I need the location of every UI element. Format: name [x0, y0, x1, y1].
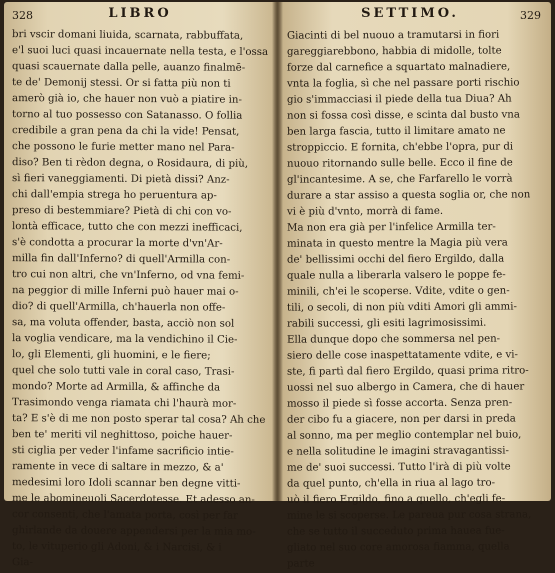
text-line: e nella solitudine le imagini stravagantissi-: [286, 445, 509, 458]
text-line: me le abomineuoli Sacerdotesse. Et adesso an-: [11, 493, 255, 506]
right-page-text: [287, 28, 543, 572]
text-line: lontà efficace, tutto che con mezzi inefficaci,: [11, 221, 243, 234]
text-line: preso di bestemmiare? Pietà di chi con vo-: [11, 205, 232, 218]
text-line: credibile a gran pena da chi la vide! Pensat,: [11, 125, 240, 138]
text-line: dio? di quell'Armilla, ch'hauerla non offe-: [11, 301, 226, 314]
text-line: rabili successi, gli esiti lagrimosissimi.: [286, 317, 487, 330]
text-line: ghirlande da douere appendersi per la mia mo-: [11, 525, 256, 538]
left-page: [4, 2, 276, 569]
text-line: che possono le furie metter mano nel Para-: [11, 141, 235, 154]
text-line: mine le si scoperse. Le pareua pur cosa strana,: [286, 509, 532, 522]
text-line: uossi nel suo albergo in Camera, che di hauer: [286, 381, 525, 394]
text-line: mosso il piede sì fosse accorta. Senza pren-: [286, 397, 513, 410]
text-line: na peggior di mille Inferni può hauer mai o-: [11, 285, 239, 298]
text-line: Trasimondo venga riamata chi l'haurà mor-: [11, 397, 237, 410]
text-line: quasi scauernate dalla pelle, auanzo finalmē-: [11, 61, 246, 74]
text-line: tili, o secoli, di non più vditi Amori gli ammi-: [286, 301, 517, 314]
left-page-header: [4, 6, 276, 28]
text-line: torno al tuo possesso con Satanasso. O follia: [11, 109, 243, 122]
text-line: quale nulla a liberarla valsero le poppe fe-: [286, 269, 506, 282]
text-line: ste, fi partì dal fiero Ergildo, quasi prima ritro-: [286, 365, 529, 378]
left-page-number: 328: [12, 9, 33, 22]
text-line: chi dall'empia strega ho peruentura ap-: [11, 189, 217, 202]
text-line: ramente in vece di saltare in mezzo, & a': [11, 461, 224, 474]
text-line: sa, ma voluta offender, basta, acciò non sol: [11, 317, 235, 330]
text-line: me de' suoi successi. Tutto l'irà di più volte: [286, 461, 511, 474]
text-line: vi è più d'vnto, morrà di fame.: [286, 205, 444, 218]
text-line: tro cui non altri, che vn'Inferno, od vna femi-: [11, 269, 245, 282]
text-line: mondo? Morte ad Armilla, & affinche da: [11, 381, 221, 394]
text-line: bri vscir domani liuida, scarnata, rabbuffata,: [11, 29, 244, 42]
text-line: non si fossa così disse, e scinta dal busto vna: [286, 109, 520, 122]
right-running-head: SETTIMO.: [361, 6, 459, 21]
text-line: ben te' meriti vil neghittoso, poiche hauer-: [11, 429, 233, 442]
text-line: la voglia vendicare, ma la vendichino il Cie-: [11, 333, 238, 346]
right-page-number: 329: [520, 9, 541, 22]
text-line: ben larga fascia, tutto il limitare amato ne: [286, 125, 506, 138]
text-line: quel che solo tutti vale in coral caso, Trasi-: [11, 365, 235, 378]
left-page-text: [12, 28, 268, 572]
text-line: lo, gli Elementi, gli huomini, e le fiere;: [11, 349, 211, 362]
text-line: der cibo fu a giacere, non per darsi in preda: [286, 413, 516, 426]
book-spread: [4, 2, 551, 570]
text-line: da quel punto, ch'ella in riua al lago tro-: [286, 477, 496, 490]
text-line: cor consenti, che l'amata porta, così per far: [11, 509, 238, 522]
left-running-head: LIBRO: [108, 6, 172, 21]
text-line: minata in questo mentre la Magia più vera: [286, 237, 508, 250]
text-line: stroppiccio. E fornita, ch'ebbe l'opra, pur di: [286, 141, 514, 154]
right-page-header: [279, 6, 551, 28]
text-line: sti ciglia per veder l'infame sacrificio intie-: [11, 445, 234, 458]
text-line: Giacinti di bel nuouo a tramutarsi in fiori: [286, 29, 500, 42]
text-line: medesimi loro Idoli scannar ben degne vitti-: [11, 477, 241, 490]
right-page: [279, 2, 551, 570]
text-line: nuouo ritornando sulle belle. Ecco il fine de: [286, 157, 513, 170]
text-line: forze dal carnefice a squartato malnadiere,: [286, 61, 511, 74]
text-line: s'è condotta a procurar la morte d'vn'Ar-: [11, 237, 223, 250]
text-line: de' bellissimi occhi del fiero Ergildo, dalla: [286, 253, 505, 266]
text-line: gio s'immacciasi il piede della tua Diua? Ah: [286, 93, 512, 106]
text-line: gareggiarebbono, habbia di midolle, tolte: [286, 45, 502, 58]
text-line: Gia-: [11, 557, 33, 569]
text-line: siero delle cose inaspettatamente vdite, e vi-: [286, 349, 519, 362]
text-line: to, le vituperio gli Adoni, & i Narcisi, & i: [11, 541, 222, 554]
text-line: e'l suoi luci quasi incauernate nella testa, e l'ossa: [11, 45, 269, 58]
text-line: uò il fiero Ergildo, fino a quello, ch'egli fe-: [286, 493, 506, 506]
text-line: al sonno, ma per meglio contemplar nel buio,: [286, 429, 522, 442]
text-line: durare a star assiso a questa soglia or, che non: [286, 189, 531, 202]
text-line: ta? E s'è di me non posto sperar tal cosa? Ah che: [11, 413, 266, 426]
text-line: parte: [286, 558, 315, 570]
text-line: Ella dunque dopo che sommersa nel pen-: [286, 333, 501, 346]
text-line: vnta la foglia, sì che nel passare porti rischio: [286, 77, 520, 90]
text-line: amerò già io, che hauer non vuò a piatire in-: [11, 93, 242, 106]
text-line: che se tutto il succeduto prima hauea fue-: [286, 525, 505, 538]
text-line: minili, ch'ei le scoperse. Vdite, vdite o gen-: [286, 285, 510, 298]
text-line: te de' Demonij stessi. Or si fatta più non ti: [11, 77, 231, 90]
text-line: gl'incantesime. A se, che Farfarello le vorrà: [286, 173, 513, 186]
text-line: sì fieri vaneggiamenti. Di pietà dissi? Anz-: [11, 173, 230, 186]
text-line: diso? Ben ti rèdon degna, o Rosidaura, di più,: [11, 157, 249, 170]
text-line: Ma non era già per l'infelice Armilla ter-: [286, 221, 496, 234]
text-line: gliato nel suo core amorosa fiamma, quella: [286, 541, 510, 554]
text-line: milla fin dall'Inferno? di quell'Armilla con-: [11, 253, 231, 266]
